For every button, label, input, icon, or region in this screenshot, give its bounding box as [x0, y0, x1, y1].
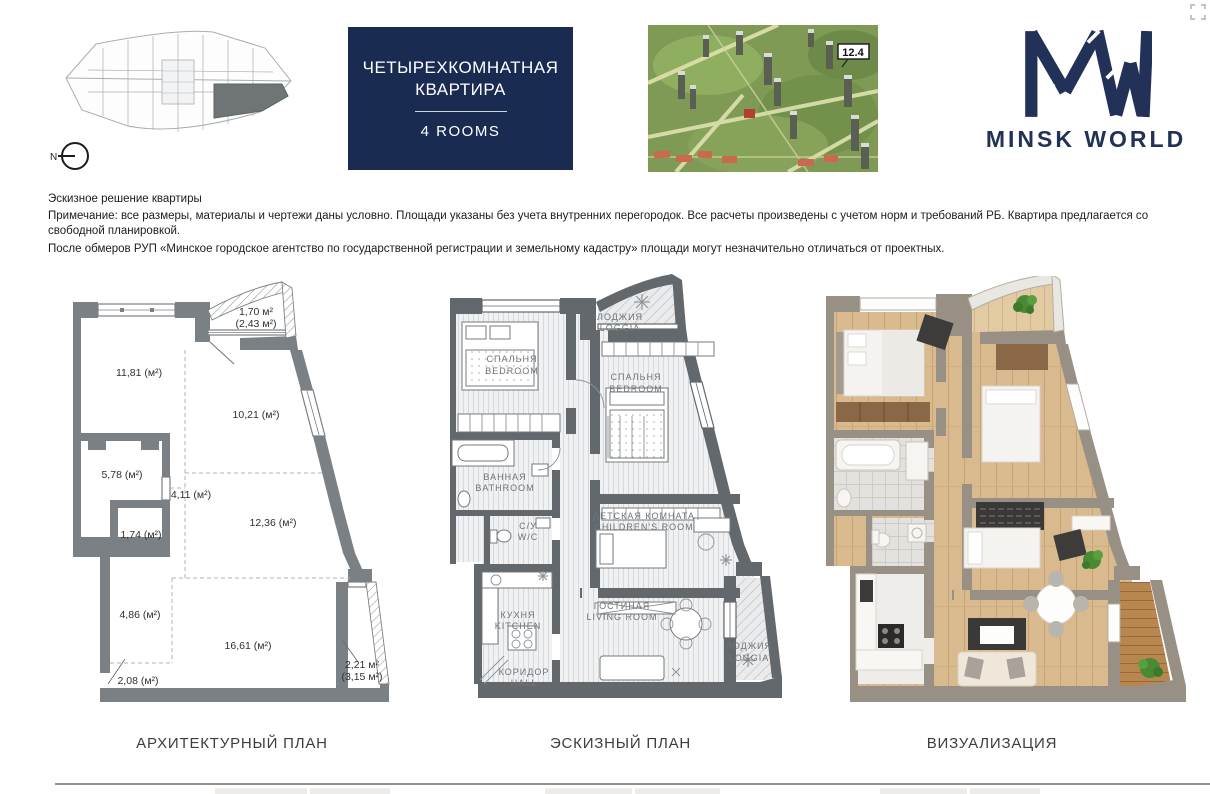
area-11-81: 11,81 (м²)	[115, 367, 163, 379]
building-level-plan	[58, 26, 298, 138]
svg-text:CHILDREN'S ROOM: CHILDREN'S ROOM	[594, 522, 694, 532]
highlighted-building-red	[744, 109, 755, 118]
label-bathroom-ru: ВАННАЯ	[483, 472, 527, 482]
label-children-ru: ДЕТСКАЯ КОМНАТА	[593, 511, 695, 521]
highlighted-apartment	[214, 84, 288, 118]
svg-text:BATHROOM: BATHROOM	[475, 483, 535, 493]
caption-visualization: ВИЗУАЛИЗАЦИЯ	[926, 735, 1058, 752]
area-2-08: 2,08 (м²)	[117, 675, 159, 687]
area-12-36: 12,36 (м²)	[249, 517, 297, 529]
brand-name: MINSK WORLD	[985, 126, 1187, 152]
label-loggia-top-ru: ЛОДЖИЯ	[596, 312, 644, 322]
title-divider	[415, 111, 507, 112]
area-4-86: 4,86 (м²)	[119, 609, 161, 621]
area-loggia-top: 1,70 м²	[238, 306, 274, 318]
label-loggia-bottom-ru: ЛОДЖИЯ	[725, 641, 773, 651]
svg-text:(2,43 м²): (2,43 м²)	[235, 318, 277, 330]
masterplan-aerial-image	[648, 25, 878, 172]
note-line-2: Примечание: все размеры, материалы и чертежи даны условно. Площади указаны без учета внутренних перегородок. Все расчеты произведены с учетом норм и требований РБ. Квартира предлагается со свободной планировкой.	[48, 210, 1149, 238]
bottom-thumbnail	[545, 788, 632, 794]
svg-text:LOGGIA: LOGGIA	[728, 653, 770, 663]
area-16-61: 16,61 (м²)	[224, 640, 272, 652]
visualization-plan	[820, 276, 1210, 718]
apartment-title-card	[348, 27, 573, 170]
sketch-plan	[448, 272, 793, 722]
bottom-thumbnail	[215, 788, 307, 794]
disclaimer-notes	[48, 192, 1193, 259]
svg-text:HALL: HALL	[510, 678, 538, 688]
apartment-type-title: ЧЕТЫРЕХКОМНАТНАЯ КВАРТИРА	[362, 58, 559, 99]
label-bedroom2-ru: СПАЛЬНЯ	[610, 372, 662, 382]
caption-architectural-plan: АРХИТЕКТУРНЫЙ ПЛАН	[136, 735, 328, 752]
area-5-78: 5,78 (м²)	[101, 469, 143, 481]
caption-sketch-plan: ЭСКИЗНЫЙ ПЛАН	[549, 735, 692, 752]
area-1-74: 1,74 (м²)	[120, 529, 162, 541]
label-kitchen-ru: КУХНЯ	[500, 610, 536, 620]
area-10-21: 10,21 (м²)	[232, 409, 280, 421]
compass-icon	[42, 136, 98, 176]
area-4-11: 4,11 (м²)	[170, 489, 212, 501]
note-line-1: Эскизное решение квартиры	[48, 193, 202, 205]
svg-text:LOGGIA: LOGGIA	[599, 323, 641, 333]
svg-text:N: N	[50, 152, 58, 163]
svg-text:LIVING ROOM: LIVING ROOM	[586, 612, 658, 622]
svg-text:KITCHEN: KITCHEN	[494, 621, 542, 631]
bottom-thumbnail	[635, 788, 720, 794]
mw-monogram-icon	[1020, 28, 1152, 120]
svg-text:BEDROOM: BEDROOM	[609, 384, 663, 394]
svg-text:BEDROOM: BEDROOM	[485, 366, 539, 376]
label-wc-ru: С/У	[519, 521, 537, 531]
label-living-ru: ГОСТИНАЯ	[593, 601, 651, 611]
svg-text:(3,15 м²): (3,15 м²)	[341, 671, 383, 683]
svg-text:W/C: W/C	[517, 532, 539, 542]
fullscreen-icon[interactable]	[1190, 4, 1206, 20]
area-loggia-bottom: 2,21 м²	[344, 659, 380, 671]
note-line-3: После обмеров РУП «Минское городское агентство по государственной регистрации и земельному кадастру» площади могут незначительно отличаться от проектных.	[48, 242, 945, 255]
bottom-divider	[55, 783, 1210, 785]
rooms-count-label: 4 ROOMS	[420, 122, 501, 140]
label-bedroom1-ru: СПАЛЬНЯ	[486, 354, 538, 364]
bottom-thumbnail	[310, 788, 390, 794]
bottom-thumbnail	[970, 788, 1040, 794]
label-hall-ru: КОРИДОР	[498, 667, 550, 677]
brand-logo	[980, 28, 1192, 170]
architectural-plan	[62, 278, 402, 718]
bottom-thumbnail	[880, 788, 967, 794]
svg-text:12.4: 12.4	[842, 47, 864, 59]
